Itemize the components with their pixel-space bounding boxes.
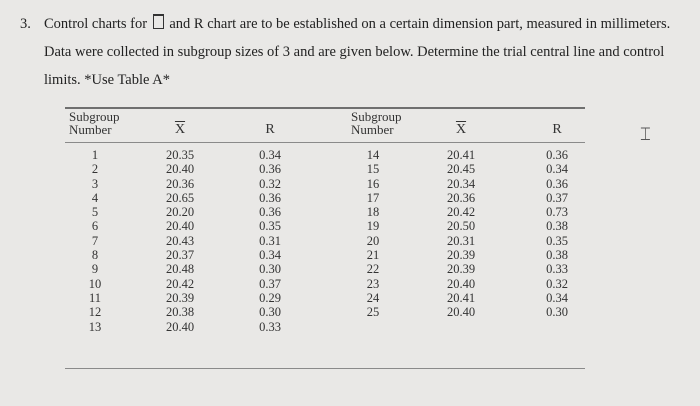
table-cell-xbar: 20.36 [165,176,195,191]
table-cell-r: 0.37 [546,190,568,205]
table-cell-xbar: 20.39 [446,248,476,263]
table-cell-r: 0.33 [259,319,281,334]
table-cell-subgroup: 18 [366,205,380,220]
table-cell-xbar: 20.45 [446,162,476,177]
table-cell-xbar: 20.41 [446,148,476,162]
table-cell-r: 0.34 [546,290,568,305]
column-xbar-left [160,148,200,334]
table-cell-r: 0.34 [259,148,281,162]
column-subgroup-right [363,148,383,320]
table-cell-subgroup: 25 [366,305,380,320]
problem-statement [20,10,690,94]
table-cell-subgroup: 14 [366,148,380,162]
column-r-left [250,148,290,334]
table-cell-subgroup: 11 [88,290,102,305]
table-cell-r: 0.33 [546,262,568,277]
table-cell-xbar: 20.42 [165,276,195,291]
table-cell-xbar: 20.41 [446,290,476,305]
table-cell-xbar: 20.20 [165,205,195,220]
table-cell-subgroup: 19 [366,219,380,234]
table-cell-subgroup: 15 [366,162,380,177]
table-cell-r: 0.30 [546,305,568,320]
table-cell-subgroup: 7 [91,233,99,248]
table-cell-xbar: 20.48 [165,262,195,277]
table-cell-xbar: 20.31 [446,233,476,248]
table-cell-xbar: 20.38 [165,305,195,320]
table-cell-subgroup: 12 [88,305,102,320]
table-cell-r: 0.38 [546,219,568,234]
table-cell-subgroup: 24 [366,290,380,305]
problem-number: 3. [20,16,31,32]
table-cell-xbar: 20.43 [165,233,195,248]
table-cell-r: 0.30 [259,262,281,277]
header-xbar-left: $\overline{X}$ [174,122,186,137]
table-cell-subgroup: 3 [91,176,99,191]
table-cell-xbar: 20.39 [446,262,476,277]
table-cell-xbar: 20.42 [446,205,476,220]
text-cursor-icon: ⌶ [640,124,651,145]
table-cell-xbar: 20.37 [165,248,195,263]
missing-symbol-box-icon [153,14,164,29]
table-cell-subgroup: 6 [91,219,99,234]
table-cell-r: 0.73 [546,205,568,220]
table-cell-r: 0.31 [259,233,281,248]
header-subgroup-left: Subgroup Number [69,109,120,137]
table-cell-xbar: 20.36 [446,190,476,205]
problem-text [44,10,690,94]
table-cell-subgroup: 22 [366,262,380,277]
problem-text-part1: Control charts for [44,16,148,32]
table-cell-r: 0.38 [546,248,568,263]
table-cell-subgroup: 17 [366,190,380,205]
header-xbar-right: $\overline{X}$ [455,122,467,137]
table-cell-xbar: 20.34 [446,176,476,191]
table-cell-xbar: 20.40 [165,319,195,334]
table-cell-xbar: 20.50 [446,219,476,234]
header-subgroup-right: Subgroup Number [351,109,402,137]
table-cell-r: 0.30 [259,305,281,320]
table-cell-r: 0.34 [259,248,281,263]
header-r-left: R [265,122,275,137]
table-cell-subgroup: 23 [366,276,380,291]
table-header-rule [65,142,585,143]
table-cell-r: 0.35 [546,233,568,248]
table-cell-subgroup: 13 [88,319,102,334]
table-bottom-rule [65,368,585,369]
table-cell-subgroup: 21 [366,248,380,263]
table-cell-subgroup: 5 [91,205,99,220]
table-cell-r: 0.37 [259,276,281,291]
table-cell-xbar: 20.40 [446,276,476,291]
table-cell-xbar: 20.65 [165,190,195,205]
table-cell-r: 0.32 [546,276,568,291]
table-cell-r: 0.32 [259,176,281,191]
table-cell-subgroup: 2 [91,162,99,177]
table-cell-subgroup: 9 [91,262,99,277]
table-cell-r: 0.36 [546,148,568,162]
table-cell-subgroup: 10 [88,276,102,291]
column-xbar-right [441,148,481,320]
table-cell-r: 0.36 [546,176,568,191]
table-cell-xbar: 20.39 [165,290,195,305]
table-cell-subgroup: 16 [366,176,380,191]
table-cell-xbar: 20.35 [165,148,195,162]
table-cell-r: 0.35 [259,219,281,234]
table-cell-r: 0.34 [546,162,568,177]
column-r-right [537,148,577,320]
table-cell-subgroup: 8 [91,248,99,263]
table-cell-subgroup: 4 [91,190,99,205]
table-cell-subgroup: 1 [91,148,99,162]
problem-text-part2: and R chart are to be established on a certain dimension part, measured in millimeters. Data were collected in subgroup sizes of 3 and are given below. Determine the trial central line and control limits. *Use Table A* [44,16,671,88]
table-cell-xbar: 20.40 [165,219,195,234]
table-top-rule [65,107,585,109]
table-cell-r: 0.36 [259,162,281,177]
column-subgroup-left [85,148,105,334]
header-r-right: R [552,122,562,137]
table-cell-xbar: 20.40 [446,305,476,320]
table-cell-r: 0.29 [259,290,281,305]
table-cell-subgroup: 20 [366,233,380,248]
table-cell-r: 0.36 [259,205,281,220]
table-cell-r: 0.36 [259,190,281,205]
table-cell-xbar: 20.40 [165,162,195,177]
